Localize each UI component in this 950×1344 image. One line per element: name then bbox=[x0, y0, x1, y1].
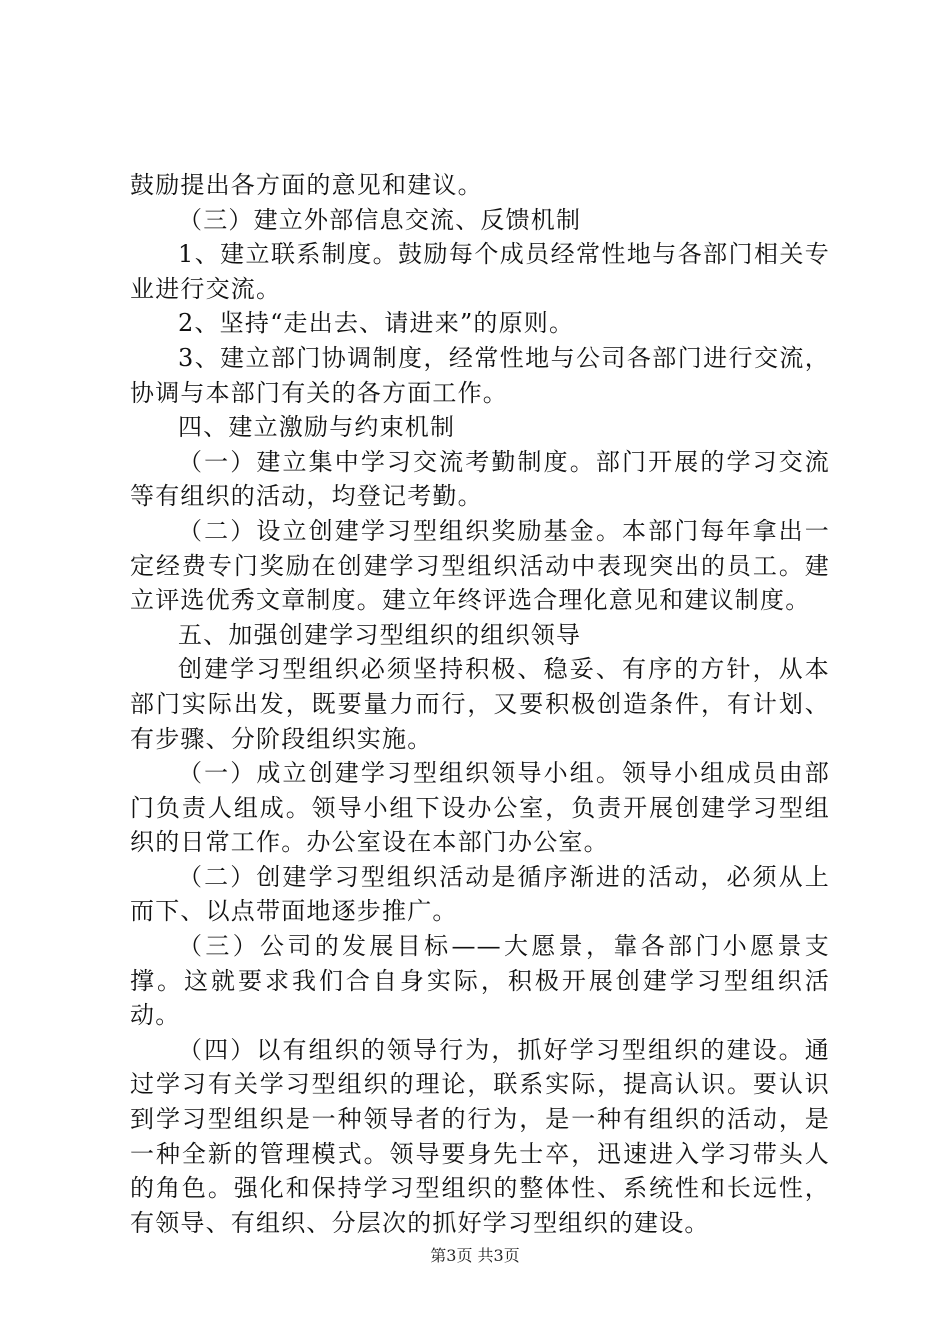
paragraph: （一）成立创建学习型组织领导小组。领导小组成员由部门负责人组成。领导小组下设办公室，负责开展创建学习型组织的日常工作。办公室设在本部门办公室。 bbox=[130, 759, 830, 857]
paragraph: 2、坚持“走出去、请进来”的原则。 bbox=[178, 309, 575, 338]
paragraph: （一）建立集中学习交流考勤制度。部门开展的学习交流等有组织的活动，均登记考勤。 bbox=[130, 447, 830, 511]
section-heading: 五、加强创建学习型组织的组织领导 bbox=[178, 620, 582, 649]
document-body bbox=[130, 168, 830, 1240]
paragraph: （三）公司的发展目标——大愿景，靠各部门小愿景支撑。这就要求我们合自身实际，积极开展创建学习型组织活动。 bbox=[130, 932, 830, 1030]
page-footer: 第3页 共3页 bbox=[430, 1246, 520, 1265]
paragraph: （二）创建学习型组织活动是循序渐进的活动，必须从上而下、以点带面地逐步推广。 bbox=[130, 862, 830, 926]
paragraph: 3、建立部门协调制度，经常性地与公司各部门进行交流，协调与本部门有关的各方面工作。 bbox=[130, 343, 830, 407]
paragraph: （二）设立创建学习型组织奖励基金。本部门每年拿出一定经费专门奖励在创建学习型组织活动中表现突出的员工。建立评选优秀文章制度。建立年终评选合理化意见和建议制度。 bbox=[130, 516, 830, 615]
paragraph: 创建学习型组织必须坚持积极、稳妥、有序的方针，从本部门实际出发，既要量力而行，又要积极创造条件，有计划、有步骤、分阶段组织实施。 bbox=[130, 655, 830, 753]
paragraph: 鼓励提出各方面的意见和建议。 bbox=[130, 171, 483, 199]
section-heading: 四、建立激励与约束机制 bbox=[178, 413, 456, 442]
paragraph: 1、建立联系制度。鼓励每个成员经常性地与各部门相关专业进行交流。 bbox=[130, 240, 830, 303]
section-heading: （三）建立外部信息交流、反馈机制 bbox=[178, 205, 582, 234]
paragraph: （四）以有组织的领导行为，抓好学习型组织的建设。通过学习有关学习型组织的理论，联系实际，提高认识。要认识到学习型组织是一种领导者的行为，是一种有组织的活动，是一种全新的管理模式。领导要身先士卒，迅速进入学习带头人的角色。强化和保持学习型组织的整体性、系统性和长远性，有领导、有组织、分层次的抓好学习型组织的建设。 bbox=[130, 1035, 830, 1237]
